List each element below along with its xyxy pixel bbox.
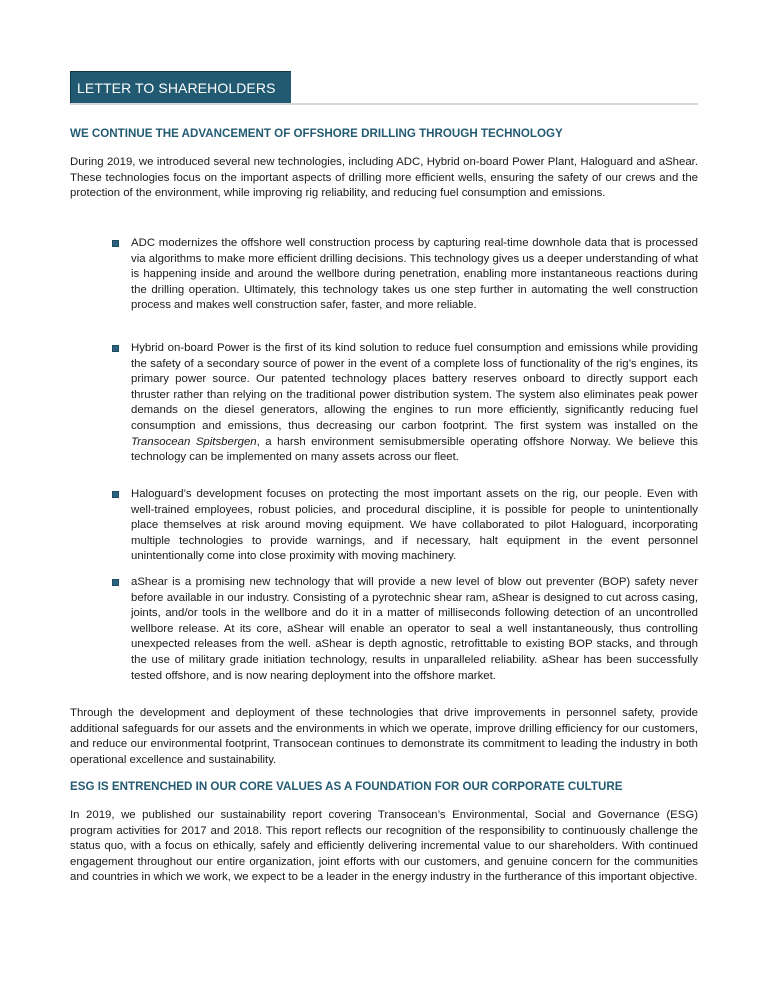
rig-name-italic: Transocean Spitsbergen xyxy=(131,435,257,448)
section-tab-title: LETTER TO SHAREHOLDERS xyxy=(70,71,291,103)
technology-closing-paragraph: Through the development and deployment of these technologies that drive improvements in personnel safety, provide additional safeguards for our assets and the environments in which we operate, improve drilling efficiency for our customers, and reduce our environmental footprint, Transocean continues to demonstrate its commitment to leading the industry in both operational excellence and sustainability. xyxy=(70,707,698,766)
bullet-text-part: Hybrid on-board Power is the first of its kind solution to reduce fuel consumption and emissions while providing the safety of a secondary source of power in the event of a complete loss of functionality of the rig’s engines, its primary power source. Our patented technology places battery reserves onboard to directly support each thruster rather than relying on the traditional power distribution system. The system also eliminates peak power demands on the diesel generators, allowing the engines to run more efficiently, significantly reducing fuel consumption and emissions, thus decreasing our carbon footprint. The first system was installed on the xyxy=(131,342,698,432)
bullet-text-part: , a harsh environment semisubmersible operating offshore Norway. We believe this technology can be implemented on many assets across our fleet. xyxy=(131,435,698,464)
square-bullet-icon xyxy=(112,240,119,247)
bullet-text xyxy=(131,341,698,466)
section-heading-esg: ESG IS ENTRENCHED IN OUR CORE VALUES AS A FOUNDATION FOR OUR CORPORATE CULTURE xyxy=(70,780,623,793)
square-bullet-icon xyxy=(112,579,119,586)
square-bullet-icon xyxy=(112,345,119,352)
esg-paragraph: In 2019, we published our sustainability report covering Transocean’s Environmental, Social and Governance (ESG) program activities for 2017 and 2018. This report reflects our recognition of the responsibility to continuously challenge the status quo, with a focus on ethically, safely and efficiently delivering incremental value to our shareholders. With continued engagement throughout our entire organization, joint efforts with our customers, and genuine concern for the communities and countries in which we work, we expect to be a leader in the energy industry in the furtherance of this important objective. xyxy=(70,809,698,884)
page-header xyxy=(70,71,698,105)
bullet-text: Haloguard’s development focuses on protecting the most important assets on the rig, our people. Even with well-trained employees, robust policies, and procedural discipline, it is possible for people to unintentionally place themselves at risk around moving equipment. We have collaborated to pilot Haloguard, incorporating multiple technologies to provide warnings, and if necessary, halt equipment in the event personnel unintentionally come into close proximity with moving machinery. xyxy=(131,488,698,563)
bullet-text: aShear is a promising new technology that will provide a new level of blow out preventer (BOP) safety never before available in our industry. Consisting of a pyrotechnic shear ram, aShear is designed to cut across casing, joints, and/or tools in the wellbore and do it in a matter of milliseconds following detection of an uncontrolled wellbore release. At its core, aShear will enable an operator to seal a well instantaneously, thus controlling unexpected releases from the well. aShear is depth agnostic, retrofittable to existing BOP stacks, and through the use of military grade initiation technology, results in unparalleled reliability. aShear has been successfully tested offshore, and is now nearing deployment into the offshore market. xyxy=(131,576,698,682)
technology-intro-paragraph: During 2019, we introduced several new technologies, including ADC, Hybrid on-board Power Plant, Haloguard and aShear. These technologies focus on the important aspects of drilling more efficient wells, ensuring the safety of our crews and the protection of the environment, while improving rig reliability, and reducing fuel consumption and emissions. xyxy=(70,156,698,200)
header-divider xyxy=(70,103,698,105)
square-bullet-icon xyxy=(112,491,119,498)
section-heading-technology: WE CONTINUE THE ADVANCEMENT OF OFFSHORE DRILLING THROUGH TECHNOLOGY xyxy=(70,127,563,140)
bullet-text: ADC modernizes the offshore well construction process by capturing real-time downhole data that is processed via algorithms to make more efficient drilling decisions. This technology gives us a deeper understanding of what is happening inside and around the wellbore during penetration, enabling more instantaneous reactions during the drilling operation. Ultimately, this technology takes us one step further in automating the well construction process and makes well construction safer, faster, and more reliable. xyxy=(131,237,698,312)
